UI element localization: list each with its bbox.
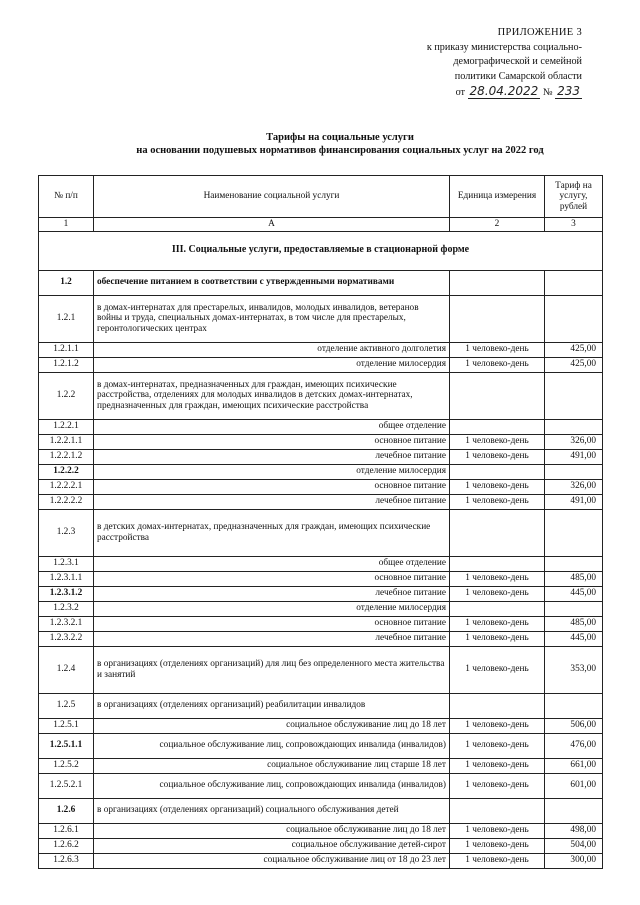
cell-price: 491,00: [545, 449, 603, 464]
cell-service-name: социальное обслуживание лиц до 18 лет: [94, 718, 450, 733]
table-row: [39, 718, 603, 733]
cell-service-name: социальное обслуживание лиц, сопровождающих инвалида (инвалидов): [94, 773, 450, 798]
header-name: Наименование социальной услуги: [94, 176, 450, 218]
cell-num: 1.2.4: [39, 646, 94, 693]
cell-price: 601,00: [545, 773, 603, 798]
cell-price: 491,00: [545, 494, 603, 509]
cell-service-name: социальное обслуживание лиц, сопровождающих инвалида (инвалидов): [94, 733, 450, 758]
order-number: 233: [557, 84, 580, 98]
section-title: III. Социальные услуги, предоставляемые в стационарной форме: [39, 231, 603, 270]
table-row: [39, 853, 603, 868]
appendix-line: политики Самарской области: [454, 70, 582, 82]
cell-service-name: в домах-интернатах для престарелых, инвалидов, молодых инвалидов, ветеранов войны и труда, специальных домах-интернатах, в том числе для престарелых, геронтологических центрах: [94, 295, 450, 342]
cell-unit: 1 человеко-день: [450, 571, 545, 586]
table-row: [39, 556, 603, 571]
table-row: [39, 571, 603, 586]
cell-service-name: общее отделение: [94, 419, 450, 434]
table-row: [39, 601, 603, 616]
cell-service-name: общее отделение: [94, 556, 450, 571]
cell-num: 1.2.3.1.1: [39, 571, 94, 586]
header-price: Тариф на услугу, рублей: [545, 176, 603, 218]
cell-service-name: в организациях (отделениях организаций) для лиц без определенного места жительства и занятий: [94, 646, 450, 693]
table-row: [39, 342, 603, 357]
cell-unit: 1 человеко-день: [450, 494, 545, 509]
cell-unit: [450, 464, 545, 479]
appendix-line: демографической и семейной: [453, 56, 582, 67]
appendix-header: [382, 26, 582, 101]
document-title: [60, 131, 620, 157]
table-row: [39, 838, 603, 853]
cell-service-name: в детских домах-интернатах, предназначенных для граждан, имеющих психические расстройства: [94, 509, 450, 556]
cell-num: 1.2.2.1.2: [39, 449, 94, 464]
cell-unit: 1 человеко-день: [450, 823, 545, 838]
cell-num: 1.2: [39, 270, 94, 295]
cell-unit: 1 человеко-день: [450, 479, 545, 494]
cell-num: 1.2.6.1: [39, 823, 94, 838]
cell-service-name: основное питание: [94, 479, 450, 494]
table-row: [39, 464, 603, 479]
cell-unit: [450, 509, 545, 556]
cell-num: 1.2.2.2: [39, 464, 94, 479]
cell-price: [545, 693, 603, 718]
cell-unit: 1 человеко-день: [450, 631, 545, 646]
cell-service-name: отделение милосердия: [94, 357, 450, 372]
table-row: [39, 357, 603, 372]
table-row: [39, 434, 603, 449]
table-row: [39, 798, 603, 823]
index-num: 1: [39, 218, 94, 232]
cell-price: 485,00: [545, 616, 603, 631]
cell-unit: [450, 601, 545, 616]
cell-num: 1.2.2.2.1: [39, 479, 94, 494]
table-row: [39, 295, 603, 342]
cell-num: 1.2.2.1.1: [39, 434, 94, 449]
cell-num: 1.2.3.2.2: [39, 631, 94, 646]
index-price: 3: [545, 218, 603, 232]
cell-num: 1.2.2.1: [39, 419, 94, 434]
table-row: [39, 693, 603, 718]
header-unit: Единица измерения: [450, 176, 545, 218]
table-index-row: [39, 218, 603, 232]
cell-price: [545, 509, 603, 556]
cell-num: 1.2.5.2.1: [39, 773, 94, 798]
cell-unit: 1 человеко-день: [450, 586, 545, 601]
order-no-label: №: [542, 87, 553, 98]
table-row: [39, 758, 603, 773]
table-row: [39, 419, 603, 434]
cell-unit: [450, 372, 545, 419]
table-row: [39, 509, 603, 556]
cell-price: 506,00: [545, 718, 603, 733]
cell-price: [545, 270, 603, 295]
cell-service-name: в организациях (отделениях организаций) социального обслуживания детей: [94, 798, 450, 823]
cell-service-name: отделение милосердия: [94, 464, 450, 479]
cell-num: 1.2.3.1.2: [39, 586, 94, 601]
cell-num: 1.2.6.3: [39, 853, 94, 868]
cell-unit: 1 человеко-день: [450, 646, 545, 693]
cell-price: [545, 556, 603, 571]
cell-price: 476,00: [545, 733, 603, 758]
cell-unit: 1 человеко-день: [450, 773, 545, 798]
cell-price: 485,00: [545, 571, 603, 586]
cell-unit: [450, 693, 545, 718]
cell-unit: 1 человеко-день: [450, 718, 545, 733]
table-row: [39, 646, 603, 693]
cell-num: 1.2.3.2.1: [39, 616, 94, 631]
cell-price: 353,00: [545, 646, 603, 693]
table-row: [39, 616, 603, 631]
cell-num: 1.2.6: [39, 798, 94, 823]
cell-service-name: отделение активного долголетия: [94, 342, 450, 357]
cell-num: 1.2.5.1: [39, 718, 94, 733]
cell-unit: 1 человеко-день: [450, 758, 545, 773]
table-row: [39, 494, 603, 509]
table-row: [39, 823, 603, 838]
cell-service-name: обеспечение питанием в соответствии с утвержденными нормативами: [94, 270, 450, 295]
table-body: [39, 270, 603, 868]
cell-unit: 1 человеко-день: [450, 616, 545, 631]
cell-service-name: в организациях (отделениях организаций) реабилитации инвалидов: [94, 693, 450, 718]
cell-unit: [450, 295, 545, 342]
cell-unit: 1 человеко-день: [450, 733, 545, 758]
table-row: [39, 449, 603, 464]
tariff-table: [38, 175, 603, 869]
table-row: [39, 372, 603, 419]
cell-price: 498,00: [545, 823, 603, 838]
cell-unit: 1 человеко-день: [450, 434, 545, 449]
cell-price: 326,00: [545, 434, 603, 449]
title-line-1: Тарифы на социальные услуги: [266, 132, 414, 143]
order-prefix: от: [455, 87, 465, 98]
cell-num: 1.2.1: [39, 295, 94, 342]
table-row: [39, 733, 603, 758]
cell-service-name: социальное обслуживание лиц старше 18 лет: [94, 758, 450, 773]
cell-service-name: основное питание: [94, 616, 450, 631]
cell-unit: [450, 556, 545, 571]
cell-service-name: социальное обслуживание лиц до 18 лет: [94, 823, 450, 838]
cell-price: [545, 372, 603, 419]
title-line-2: на основании подушевых нормативов финансирования социальных услуг на 2022 год: [136, 145, 544, 156]
cell-price: 425,00: [545, 357, 603, 372]
cell-service-name: лечебное питание: [94, 631, 450, 646]
cell-num: 1.2.6.2: [39, 838, 94, 853]
order-reference: [382, 84, 582, 101]
cell-num: 1.2.2.2.2: [39, 494, 94, 509]
cell-service-name: основное питание: [94, 571, 450, 586]
cell-price: 300,00: [545, 853, 603, 868]
cell-price: [545, 295, 603, 342]
cell-unit: 1 человеко-день: [450, 449, 545, 464]
table-header-row: [39, 176, 603, 218]
cell-unit: [450, 419, 545, 434]
table-row: [39, 479, 603, 494]
cell-service-name: социальное обслуживание лиц от 18 до 23 лет: [94, 853, 450, 868]
cell-unit: 1 человеко-день: [450, 853, 545, 868]
index-unit: 2: [450, 218, 545, 232]
cell-price: [545, 798, 603, 823]
cell-service-name: социальное обслуживание детей-сирот: [94, 838, 450, 853]
cell-service-name: лечебное питание: [94, 494, 450, 509]
cell-num: 1.2.2: [39, 372, 94, 419]
cell-service-name: в домах-интернатах, предназначенных для граждан, имеющих психические расстройства, отделениях для молодых инвалидов в детских домах-интернатах, предназначенных для граждан, имеющих психические расстройства: [94, 372, 450, 419]
cell-num: 1.2.1.1: [39, 342, 94, 357]
cell-price: 504,00: [545, 838, 603, 853]
cell-num: 1.2.5: [39, 693, 94, 718]
cell-price: [545, 419, 603, 434]
order-date: 28.04.2022: [469, 84, 539, 98]
cell-service-name: отделение милосердия: [94, 601, 450, 616]
cell-num: 1.2.3: [39, 509, 94, 556]
cell-price: [545, 601, 603, 616]
cell-unit: 1 человеко-день: [450, 342, 545, 357]
cell-service-name: лечебное питание: [94, 449, 450, 464]
header-num: № п/п: [39, 176, 94, 218]
table-row: [39, 631, 603, 646]
cell-unit: 1 человеко-день: [450, 357, 545, 372]
table-row: [39, 270, 603, 295]
cell-price: 445,00: [545, 586, 603, 601]
cell-price: 661,00: [545, 758, 603, 773]
cell-service-name: лечебное питание: [94, 586, 450, 601]
index-name: А: [94, 218, 450, 232]
cell-num: 1.2.3.2: [39, 601, 94, 616]
cell-unit: 1 человеко-день: [450, 838, 545, 853]
cell-unit: [450, 798, 545, 823]
cell-num: 1.2.5.1.1: [39, 733, 94, 758]
cell-num: 1.2.1.2: [39, 357, 94, 372]
cell-num: 1.2.5.2: [39, 758, 94, 773]
section-row: [39, 231, 603, 270]
appendix-line: к приказу министерства социально-: [426, 41, 582, 53]
cell-unit: [450, 270, 545, 295]
cell-price: [545, 464, 603, 479]
cell-price: 326,00: [545, 479, 603, 494]
cell-price: 425,00: [545, 342, 603, 357]
table-row: [39, 586, 603, 601]
table-row: [39, 773, 603, 798]
appendix-title: ПРИЛОЖЕНИЕ 3: [497, 27, 582, 38]
cell-price: 445,00: [545, 631, 603, 646]
cell-service-name: основное питание: [94, 434, 450, 449]
cell-num: 1.2.3.1: [39, 556, 94, 571]
